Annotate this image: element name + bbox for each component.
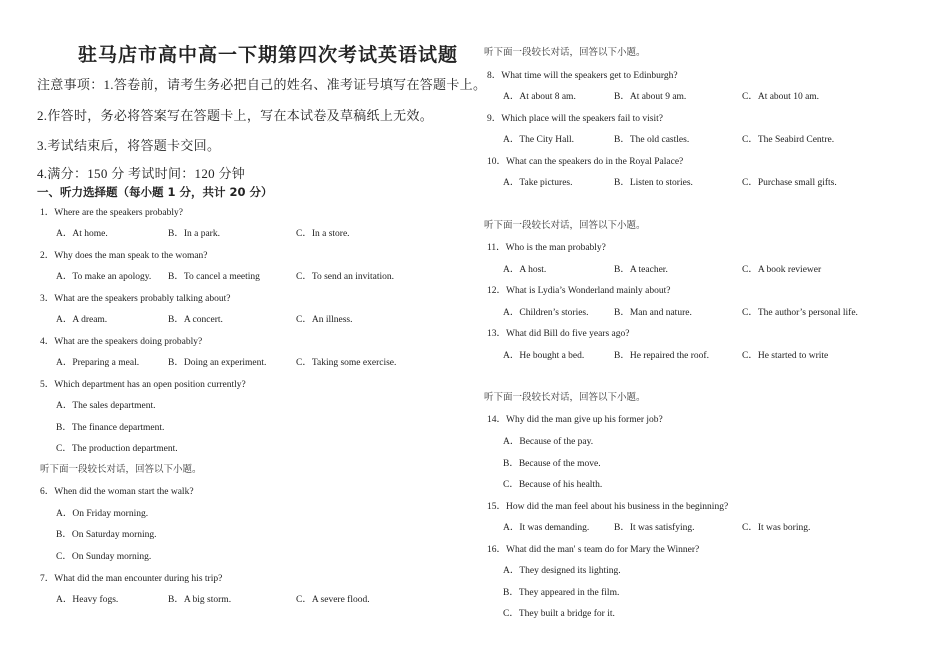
option-12a: A．Children’s stories. xyxy=(503,308,589,318)
section-intro: 听下面一段较长对话，回答以下小题。 xyxy=(484,393,646,403)
question-3: 3．What are the speakers probably talking about? xyxy=(40,294,231,304)
note-3: 3.考试结束后，将答题卡交回。 xyxy=(37,138,221,153)
note-1: 注意事项：1.答卷前，请考生务必把自己的姓名、准考证号填写在答题卡上。 xyxy=(37,77,487,92)
option-4b: B．Doing an experiment. xyxy=(168,358,267,368)
option-10a: A．Take pictures. xyxy=(503,178,573,188)
option-1b: B．In a park. xyxy=(168,229,220,239)
option-13b: B．He repaired the roof. xyxy=(614,351,709,361)
question-13: 13．What did Bill do five years ago? xyxy=(487,329,630,339)
question-16: 16．What did the man' s team do for Mary the Winner? xyxy=(487,545,700,555)
option-2c: C．To send an invitation. xyxy=(296,272,395,282)
option-9b: B．The old castles. xyxy=(614,135,690,145)
question-15: 15．How did the man feel about his business in the beginning? xyxy=(487,502,729,512)
option-8a: A．At about 8 am. xyxy=(503,92,576,102)
section-intro: 听下面一段较长对话，回答以下小题。 xyxy=(40,465,202,475)
option-10c: C．Purchase small gifts. xyxy=(742,178,837,188)
option-15a: A．It was demanding. xyxy=(503,523,590,533)
option-11a: A．A host. xyxy=(503,265,547,275)
option-7a: A．Heavy fogs. xyxy=(56,595,119,605)
option-11b: B．A teacher. xyxy=(614,265,668,275)
question-4: 4．What are the speakers doing probably? xyxy=(40,337,203,347)
option-16a: A．They designed its lighting. xyxy=(503,566,621,576)
exam-title: 驻马店市高中高一下期第四次考试英语试题 xyxy=(78,44,459,66)
option-10b: B．Listen to stories. xyxy=(614,178,693,188)
option-12c: C．The author’s personal life. xyxy=(742,308,858,318)
option-4c: C．Taking some exercise. xyxy=(296,358,397,368)
note-4: 4.满分：150 分 考试时间：120 分钟 xyxy=(37,166,246,181)
option-6c: C．On Sunday morning. xyxy=(56,552,152,562)
option-7b: B．A big storm. xyxy=(168,595,232,605)
option-5a: A．The sales department. xyxy=(56,401,156,411)
option-2b: B．To cancel a meeting xyxy=(168,272,260,282)
option-6b: B．On Saturday morning. xyxy=(56,530,157,540)
section-intro: 听下面一段较长对话，回答以下小题。 xyxy=(484,221,646,231)
option-12b: B．Man and nature. xyxy=(614,308,692,318)
question-14: 14．Why did the man give up his former job? xyxy=(487,415,663,425)
option-5c: C．The production department. xyxy=(56,444,178,454)
question-6: 6．When did the woman start the walk? xyxy=(40,487,194,497)
question-1: 1．Where are the speakers probably? xyxy=(40,208,183,218)
question-8: 8．What time will the speakers get to Edinburgh? xyxy=(487,71,678,81)
option-1c: C．In a store. xyxy=(296,229,350,239)
option-7c: C．A severe flood. xyxy=(296,595,370,605)
option-5b: B．The finance department. xyxy=(56,423,165,433)
option-15c: C．It was boring. xyxy=(742,523,811,533)
option-4a: A．Preparing a meal. xyxy=(56,358,140,368)
option-16b: B．They appeared in the film. xyxy=(503,588,620,598)
question-2: 2．Why does the man speak to the woman? xyxy=(40,251,208,261)
option-14a: A．Because of the pay. xyxy=(503,437,594,447)
option-8b: B．At about 9 am. xyxy=(614,92,687,102)
option-9c: C．The Seabird Centre. xyxy=(742,135,835,145)
section-heading-listening: 一、听力选择题（每小题 1 分，共计 20 分） xyxy=(37,185,273,199)
option-11c: C．A book reviewer xyxy=(742,265,822,275)
option-3c: C．An illness. xyxy=(296,315,353,325)
option-3b: B．A concert. xyxy=(168,315,223,325)
option-14b: B．Because of the move. xyxy=(503,459,601,469)
option-6a: A．On Friday morning. xyxy=(56,509,149,519)
option-13c: C．He started to write xyxy=(742,351,829,361)
question-10: 10．What can the speakers do in the Royal Palace? xyxy=(487,157,684,167)
option-15b: B．It was satisfying. xyxy=(614,523,695,533)
question-9: 9．Which place will the speakers fail to visit? xyxy=(487,114,663,124)
option-16c: C．They built a bridge for it. xyxy=(503,609,615,619)
question-5: 5．Which department has an open position currently? xyxy=(40,380,246,390)
section-intro: 听下面一段较长对话，回答以下小题。 xyxy=(484,48,646,58)
question-11: 11．Who is the man probably? xyxy=(487,243,606,253)
option-8c: C．At about 10 am. xyxy=(742,92,820,102)
option-2a: A．To make an apology. xyxy=(56,272,152,282)
question-7: 7．What did the man encounter during his trip? xyxy=(40,574,223,584)
question-12: 12．What is Lydia’s Wonderland mainly about? xyxy=(487,286,671,296)
option-13a: A．He bought a bed. xyxy=(503,351,585,361)
note-2: 2.作答时，务必将答案写在答题卡上，写在本试卷及草稿纸上无效。 xyxy=(37,108,434,123)
option-9a: A．The City Hall. xyxy=(503,135,574,145)
option-1a: A．At home. xyxy=(56,229,108,239)
option-3a: A．A dream. xyxy=(56,315,108,325)
option-14c: C．Because of his health. xyxy=(503,480,603,490)
